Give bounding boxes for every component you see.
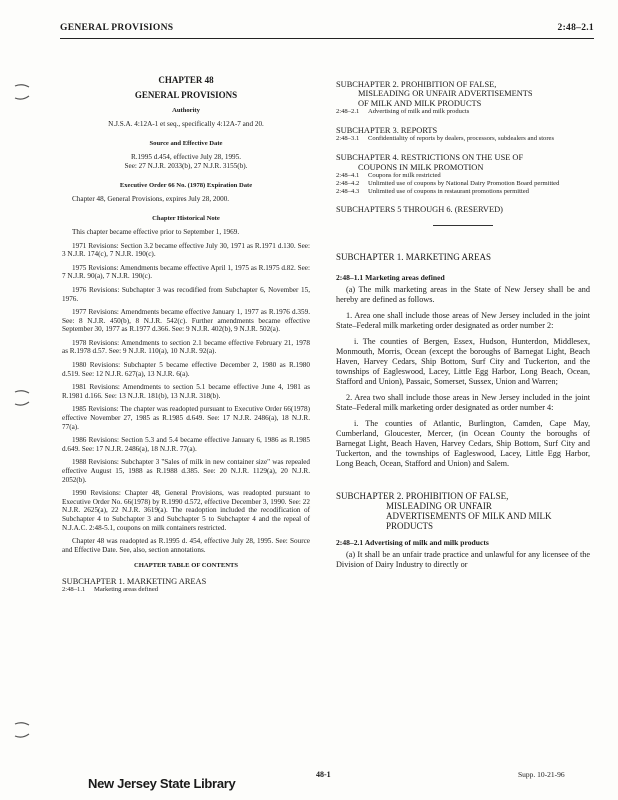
page-number: 48-1 [316, 770, 331, 779]
eo-heading: Executive Order 66 No. (1978) Expiration Date [119, 182, 253, 190]
subchapter-2-heading-line: ADVERTISEMENTS OF MILK AND MILK [386, 511, 552, 522]
toc-subchapter-4-line: COUPONS IN MILK PROMOTION [358, 162, 484, 172]
history-note: 1975 Revisions: Amendments became effective April 1, 1975 as R.1975 d.82. See: 7 N.J.R. 90(a), 7 N.J.R. 190(c). [62, 263, 310, 281]
history-note: This chapter became effective prior to September 1, 1969. [72, 227, 240, 236]
toc-subchapter-2-line: OF MILK AND MILK PRODUCTS [358, 98, 482, 108]
history-note: 1990 Revisions: Chapter 48, General Provisions, was readopted pursuant to Executive Order No. 66(1978) by R.1990 d.572, effective December 3, 1990. See: 22 N.J.R. 2625(a), 22 N.J.R. 3619(a). The readoption included the recodification of Subchapter 4 to Subchapter 3 and Subchapter 5 to Subchapter 4 and the repeal of N.J.A.C. 2:48-5.1, coupons on milk containers restricted. [62, 489, 310, 532]
toc-subchapters-reserved: SUBCHAPTERS 5 THROUGH 6. (RESERVED) [336, 205, 503, 215]
header-title: GENERAL PROVISIONS [60, 23, 174, 33]
toc-entry-title: Unlimited use of coupons by National Dairy Promotion Board permitted [368, 179, 560, 187]
section-paragraph: (a) It shall be an unfair trade practice and unlawful for any licensee of the Division of Dairy Industry to directly or [336, 550, 590, 570]
toc-entry-number: 2:48–3.1 [336, 135, 360, 143]
toc-entry [336, 180, 590, 188]
history-note: 1980 Revisions: Subchapter 5 became effective December 2, 1980 as R.1980 d.519. See: 12 N.J.R. 627(a), 13 N.J.R. 6(a). [62, 361, 310, 378]
toc-entry-number: 2:48–1.1 [62, 586, 86, 594]
toc-entry [336, 172, 590, 180]
library-stamp: New Jersey State Library [88, 776, 236, 791]
toc-subchapter-3: SUBCHAPTER 3. REPORTS [336, 126, 438, 136]
source-heading: Source and Effective Date [149, 140, 223, 148]
toc-heading: CHAPTER TABLE OF CONTENTS [133, 562, 239, 570]
section-paragraph: (a) The milk marketing areas in the State of New Jersey shall be and hereby are defined as follows. [336, 284, 590, 304]
margin-mark-icon [12, 388, 32, 408]
toc-entry-number: 2:48–4.3 [336, 187, 360, 195]
history-note: 1978 Revisions: Amendments to section 2.1 became effective February 21, 1978 as R.1978 d.57. See: 9 N.J.R. 110(a), 10 N.J.R. 92(a). [62, 338, 310, 356]
toc-entry [336, 188, 590, 196]
margin-mark-icon [12, 720, 32, 740]
toc-entry-title: Unlimited use of coupons in restaurant promotions permitted [368, 187, 529, 195]
section-divider [433, 225, 493, 226]
subchapter-2-heading-line: SUBCHAPTER 2. PROHIBITION OF FALSE, [336, 490, 509, 501]
toc-subchapter-4-line: SUBCHAPTER 4. RESTRICTIONS ON THE USE OF [336, 153, 524, 163]
subchapter-2-heading-line: MISLEADING OR UNFAIR [386, 500, 492, 511]
section-2-48-1-1-heading: 2:48–1.1 Marketing areas defined [336, 273, 445, 283]
history-note: Chapter 48 was readopted as R.1995 d. 454, effective July 28, 1995. See: Source and Effective Date. See, also, section annotations. [62, 537, 310, 554]
history-note: 1986 Revisions: Section 5.3 and 5.4 became effective January 6, 1986 as R.1985 d.649. See: 17 N.J.R. 2486(a), 18 N.J.R. 77(a). [62, 436, 310, 453]
toc-entry [336, 135, 590, 143]
supplement-date: Supp. 10-21-96 [518, 770, 565, 779]
toc-entry-number: 2:48–2.1 [336, 108, 360, 116]
chapter-title: GENERAL PROVISIONS [134, 89, 238, 100]
toc-entry [62, 586, 310, 594]
toc-subchapter-2 [336, 80, 590, 108]
section-paragraph: 2. Area two shall include those areas in New Jersey included in the joint State–Federal milk marketing order designated as order number 4: [336, 392, 590, 412]
history-note: 1981 Revisions: Amendments to section 5.1 became effective June 4, 1981 as R.1981 d.166. See: 13 N.J.R. 181(b), 13 N.J.R. 318(b). [62, 383, 310, 400]
toc-subchapter-1: SUBCHAPTER 1. MARKETING AREAS [62, 576, 207, 586]
subchapter-2-heading [336, 491, 590, 532]
subchapter-1-heading: SUBCHAPTER 1. MARKETING AREAS [336, 251, 492, 262]
left-column [62, 52, 310, 594]
page-footer [0, 768, 618, 794]
source-line-1: R.1995 d.454, effective July 28, 1995. [130, 152, 242, 161]
toc-entry-title: Advertising of milk and milk products [368, 108, 470, 116]
section-paragraph: 1. Area one shall include those areas of New Jersey included in the joint State–Federal milk marketing order designated as order number 2: [336, 310, 590, 330]
eo-text: Chapter 48, General Provisions, expires July 28, 2000. [72, 194, 230, 203]
history-note: 1985 Revisions: The chapter was readopted pursuant to Executive Order 66(1978) effective November 27, 1985 as R.1985 d.649. See: 17 N.J.R. 2486(a), 18 N.J.R. 77(a). [62, 405, 310, 431]
authority-heading: Authority [172, 107, 200, 115]
history-note: 1971 Revisions: Section 3.2 became effective July 30, 1971 as R.1971 d.130. See: 3 N.J.R. 174(c), 7 N.J.R. 190(c). [62, 241, 310, 259]
toc-entry [336, 108, 590, 116]
header-section: 2:48–2.1 [557, 23, 594, 33]
history-heading: Chapter Historical Note [152, 215, 220, 223]
section-2-48-2-1-heading: 2:48–2.1 Advertising of milk and milk products [336, 538, 489, 548]
history-note: 1988 Revisions: Subchapter 3 "Sales of milk in new container size" was repealed effective August 15, 1988 as R.1988 d.385. See: 20 N.J.R. 1129(a), 20 N.J.R. 2052(b). [62, 458, 310, 484]
authority-text: N.J.S.A. 4:12A-1 et seq., specifically 4:12A-7 and 20. [108, 119, 264, 128]
history-note: 1977 Revisions: Amendments became effective January 1, 1977 as R.1976 d.359. See: 8 N.J.R. 450(b), 8 N.J.R. 542(c). Further amendments became effective September 30, 1977 as R.1977 d.366. See: 9 N.J.R. 402(b), 9 N.J.R. 502(a). [62, 308, 310, 334]
right-column [336, 76, 590, 576]
subchapter-2-heading-line: PRODUCTS [386, 521, 434, 532]
toc-entry-number: 2:48–4.2 [336, 179, 360, 187]
toc-subchapter-2-line: SUBCHAPTER 2. PROHIBITION OF FALSE, [336, 80, 497, 89]
toc-entry-title: Marketing areas defined [94, 586, 159, 594]
toc-entry-number: 2:48–4.1 [336, 172, 360, 180]
toc-subchapter-2-line: MISLEADING OR UNFAIR ADVERTISEMENTS [358, 89, 533, 99]
section-paragraph: i. The counties of Atlantic, Burlington, Camden, Cape May, Cumberland, Gloucester, Mercer, (in Ocean County the boroughs of Barnegat Light, Beach Haven, Harvey Cedars, Ship Bottom, Surf City and Tuckerton, and the townships of Eagleswood, Lacey, Little Egg Harbor, Long Beach, Ocean, Stafford and Union) and Salem. [336, 418, 590, 468]
section-paragraph: i. The counties of Bergen, Essex, Hudson, Hunterdon, Middlesex, Monmouth, Morris, Ocean (except the boroughs of Barnegat Light, Beach Haven, Harvey Cedars, Ship Bottom, Surf City and Tuckerton, and the townships of Eagleswood, Lacey, Little Egg Harbor, Long Beach, Ocean, Stafford and Union), Passaic, Somerset, Sussex, Union and Warren; [336, 336, 590, 386]
running-header [60, 22, 594, 39]
margin-mark-icon [12, 82, 32, 102]
chapter-number: CHAPTER 48 [158, 75, 214, 85]
toc-subchapter-4 [336, 153, 590, 172]
history-note: 1976 Revisions: Subchapter 3 was recodified from Subchapter 6, November 15, 1976. [62, 285, 310, 303]
source-line-2: See: 27 N.J.R. 2033(b), 27 N.J.R. 3155(b). [124, 161, 248, 170]
toc-entry-title: Coupons for milk restricted [368, 172, 441, 180]
toc-entry-title: Confidentiality of reports by dealers, processors, subdealers and stores [368, 135, 555, 143]
